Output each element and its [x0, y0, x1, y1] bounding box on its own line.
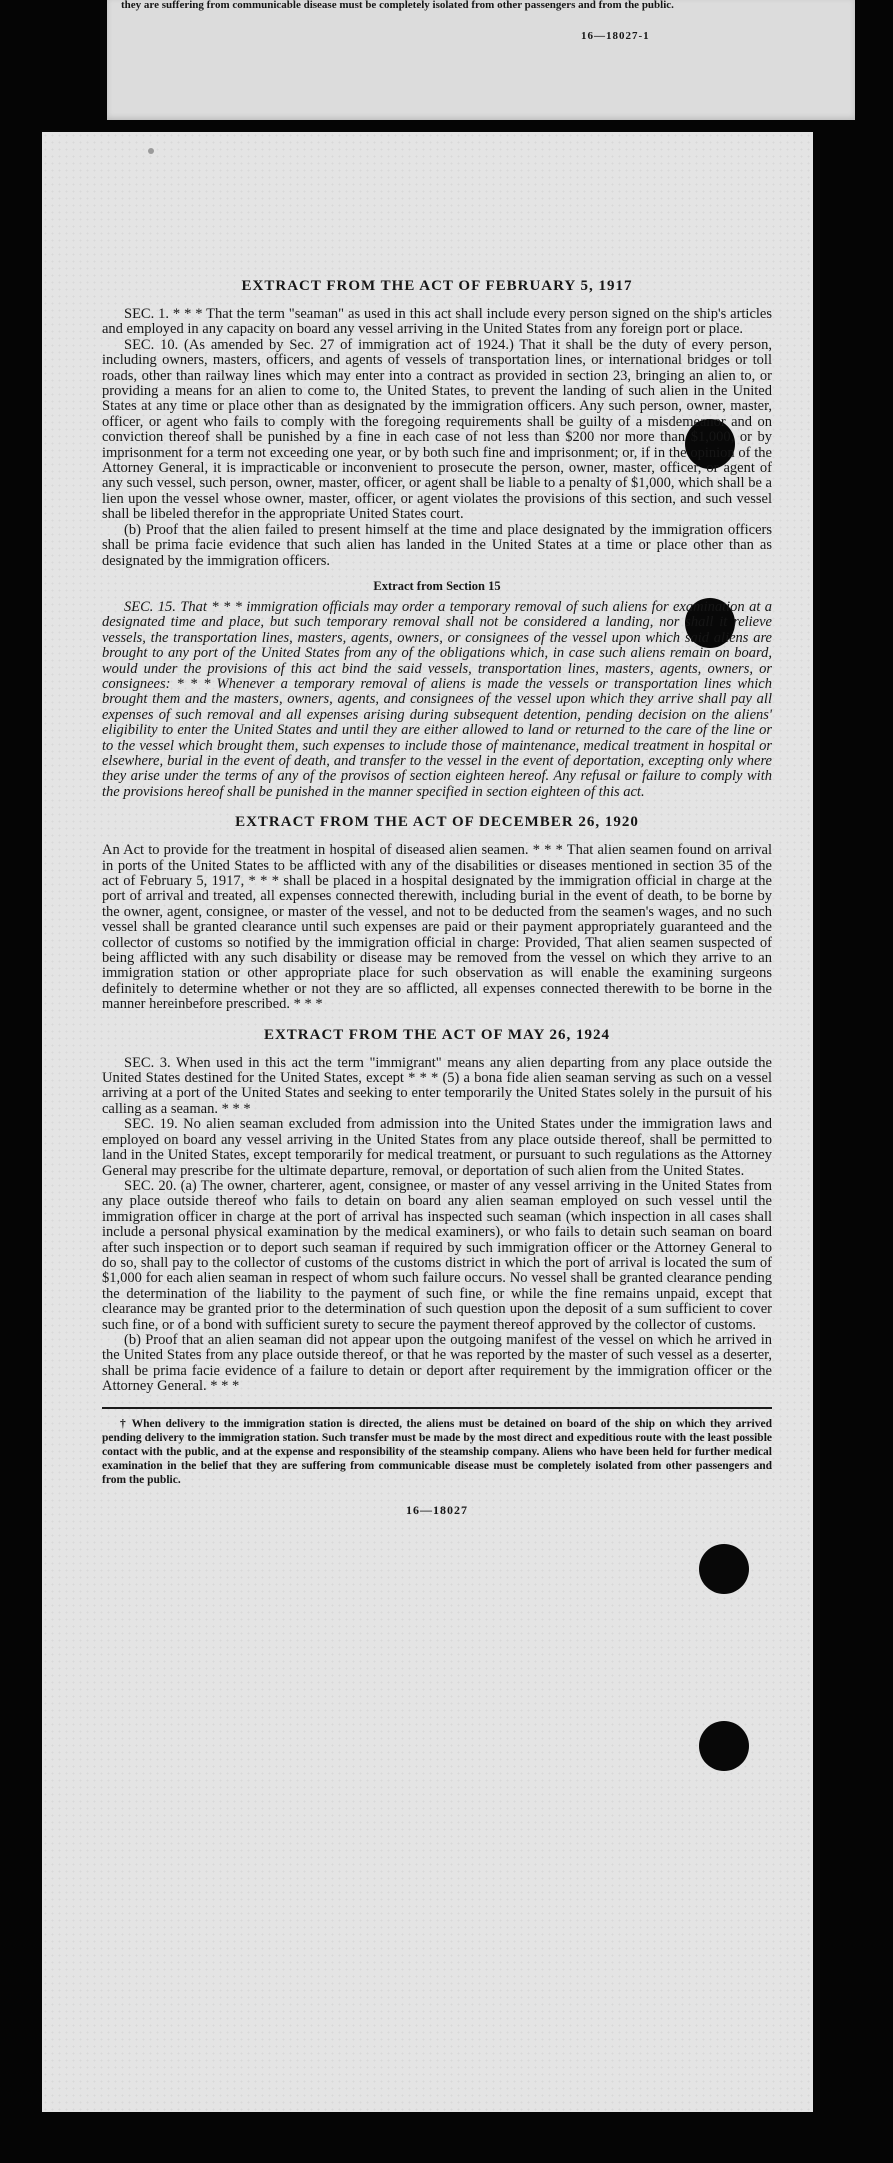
- paragraph-sec-3: SEC. 3. When used in this act the term "immigrant" means any alien departing from any place outside the United States destined for the United States, except * * * (5) a bona fide alien seaman serving as such on a vessel arriving at a port of the United States and seeking to enter temporarily the United States solely in the pursuit of his calling as a seaman. * * *: [102, 1054, 772, 1117]
- strip-form-code: 16—18027-1: [581, 30, 650, 42]
- section-title: EXTRACT FROM THE ACT OF MAY 26, 1924: [263, 1026, 611, 1043]
- document-body: [102, 278, 772, 1518]
- footnote-divider: [102, 1407, 772, 1409]
- paragraph-sec-1: SEC. 1. * * * That the term "seaman" as used in this act shall include every person signed on the ship's articles and employed in any capacity on board any vessel arriving in the United States from any foreign port or place.: [102, 306, 772, 338]
- paragraph-sec-15: SEC. 15. That * * * immigration officials may order a temporary removal of such aliens for examination at a designated time and place, but such temporary removal shall not be considered a landing, nor shall it relieve vessels, the transportation lines, masters, agents, owners, or consignees of the vessel upon which said aliens are brought to any port of the United States from any of the obligations which, in case such aliens remain on board, would under the provisions of this act bind the said vessels, transportation lines, masters, agents, owners, or consignees: * * * Whenever a temporary removal of aliens is made the vessels or transportation lines which brought them and the masters, owners, agents, and consignees of the vessel upon which they arrive shall pay all expenses of such removal and all expenses arising during subsequent detention, pending decision on the aliens' eligibility to enter the United States and until they are either allowed to land or returned to the care of the line or to the vessel which brought them, such expenses to include those of maintenance, medical treatment in hospital or elsewhere, burial in the event of death, and transfer to the vessel in the event of deportation, excepting only where they arise under the terms of any of the provisos of section eighteen hereof. Any refusal or failure to comply with the provisions hereof shall be punished in the manner specified in section eighteen of this act.: [102, 598, 772, 800]
- paper-speck: [148, 148, 154, 154]
- page-form-code: 16—18027: [406, 1502, 468, 1517]
- paragraph-sec-10-b: (b) Proof that the alien failed to present himself at the time and place designated by the immigration officers shall be prima facie evidence that such alien has landed in the United States at a time or place other than as designated by the immigration officers.: [102, 521, 772, 569]
- section-title: EXTRACT FROM THE ACT OF DECEMBER 26, 1920: [235, 814, 639, 831]
- punch-hole: [699, 1544, 749, 1594]
- paragraph-sec-19: SEC. 19. No alien seaman excluded from admission into the United States under the immigration laws and employed on board any vessel arriving in the United States from any place outside thereof, shall be permitted to land in the United States, except temporarily for medical treatment, or pursuant to such regulations as the Attorney General may prescribe for the ultimate departure, removal, or deportation of such alien from the United States.: [102, 1116, 772, 1179]
- paragraph-sec-10: SEC. 10. (As amended by Sec. 27 of immigration act of 1924.) That it shall be the duty of every person, including owners, masters, officers, and agents of vessels of transportation lines, or international bridges or toll roads, other than railway lines which may enter into a contract as provided in section 23, bringing an alien to, or providing a means for an alien to come to, the United States, to prevent the landing of such alien in the United States at any time or place other than as designated by the immigration officers. Any such person, owner, master, officer, or agent who fails to comply with the foregoing requirements shall be guilty of a misdemeanor and on conviction thereof shall be punished by a fine in each case of not less than $200 nor more than $1,000, or by imprisonment for a term not exceeding one year, or by both such fine and imprisonment; or, if in the opinion of the Attorney General, it is impracticable or inconvenient to prosecute the person, owner, master, officer, or agent of any such vessel, such person, owner, master, officer, or agent shall be liable to a penalty of $1,000, which shall be a lien upon the vessel whose owner, master, officer, or agent violates the provisions of this section, and such vessel shall be libeled therefor in the appropriate United States court.: [102, 336, 772, 523]
- document-page: [42, 132, 813, 2112]
- section-title: EXTRACT FROM THE ACT OF FEBRUARY 5, 1917: [241, 278, 633, 294]
- paragraph-sec-20-b: (b) Proof that an alien seaman did not appear upon the outgoing manifest of the vessel on which he arrived in the United States from any place outside thereof, or that he was reported by the master of such vessel as a deserter, shall be prima facie evidence of a failure to detain or deport after requirement by the immigration officer or the Attorney General. * * *: [102, 1331, 772, 1395]
- paragraph-act-1920: An Act to provide for the treatment in hospital of diseased alien seamen. * * * That alien seamen found on arrival in ports of the United States to be afflicted with any of the disabilities or diseases mentioned in section 35 of the act of February 5, 1917, * * * shall be placed in a hospital designated by the immigration official in charge at the port of arrival and treated, all expenses connected therewith, including burial in the event of death, to be borne by the owner, agent, consignee, or master of the vessel, and not to be deducted from the seamen's wages, and no such vessel shall be granted clearance until such expenses are paid or their payment appropriately guaranteed and the collector of customs so notified by the immigration official in charge: Provided, That alien seamen suspected of being afflicted with any such disability or disease may be removed from the vessel on which they arrive to an immigration station or other appropriate place for such observation as will enable the examining surgeons definitely to determine whether or not they are so afflicted, all expenses connected therewith to be borne in the manner hereinbefore prescribed. * * *: [102, 842, 772, 1013]
- punch-hole: [699, 1721, 749, 1771]
- paragraph-sec-20-a: SEC. 20. (a) The owner, charterer, agent, consignee, or master of any vessel arriving in the United States from any place outside thereof who fails to detain on board any alien seaman employed on such vessel until the immigration officer in charge at the port of arrival has inspected such seaman (which inspection in all cases shall include a personal physical examination by the medical examiners), or who fails to detain such seaman on board after such inspection or to deport such seaman if required by such immigration officer or the Attorney General to do so, shall pay to the collector of customs of the customs district in which the port of arrival is located the sum of $1,000 for each alien seaman in respect of whom such failure occurs. No vessel shall be granted clearance pending the determination of the liability to the payment of such fine, or while the fine remains unpaid, except that clearance may be granted prior to the determination of such question upon the deposit of a sum sufficient to cover such fine, or of a bond with sufficient surety to secure the payment thereof approved by the collector of customs.: [102, 1177, 772, 1333]
- previous-page-strip: [107, 0, 855, 120]
- footnote: † When delivery to the immigration station is directed, the aliens must be detained on board of the ship on which they arrived pending delivery to the immigration station. Such transfer must be made by the most direct and expeditious route with the least possible contact with the public, and at the expense and responsibility of the steamship company. Aliens who have been held for further medical examination in the belief that they are suffering from communicable disease must be completely isolated from other passengers and from the public.: [102, 1417, 772, 1486]
- strip-text: they are suffering from communicable disease must be completely isolated from other passengers and from the public.: [121, 0, 674, 11]
- subsection-title: Extract from Section 15: [373, 578, 501, 593]
